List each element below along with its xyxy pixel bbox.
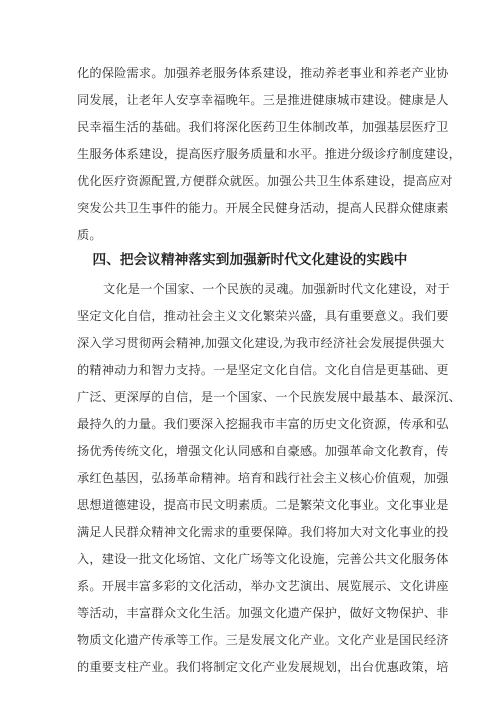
paragraph-line: 承红色基因，弘扬革命精神。培育和践行社会主义核心价值观，加强 xyxy=(77,471,449,485)
paragraph-line: 突发公共卫生事件的能力。开展全民健身活动，提高人民群众健康素 xyxy=(77,201,449,215)
paragraph-line: 同发展，让老年人安享幸福晚年。三是推进健康城市建设。健康是人 xyxy=(77,93,449,107)
paragraph-line: 民幸福生活的基础。我们将深化医药卫生体制改革，加强基层医疗卫 xyxy=(77,120,449,134)
paragraph-line: 满足人民群众精神文化需求的重要保障。我们将加大对文化事业的投 xyxy=(77,525,449,539)
paragraph-line: 等活动，丰富群众文化生活。加强文化遗产保护，做好文物保护、非 xyxy=(77,606,449,620)
paragraph-line: 最持久的力量。我们要深入挖掘我市丰富的历史文化资源，传承和弘 xyxy=(77,417,449,431)
paragraph-line: 质。 xyxy=(77,228,102,242)
paragraph-line: 入，建设一批文化场馆、文化广场等文化设施，完善公共文化服务体 xyxy=(77,552,449,566)
paragraph-line: 坚定文化自信，推动社会主义文化繁荣兴盛，具有重要意义。我们要 xyxy=(77,309,449,323)
paragraph-line: 文化是一个国家、一个民族的灵魂。加强新时代文化建设，对于 xyxy=(103,282,450,296)
paragraph-line: 广泛、更深厚的自信，是一个国家、一个民族发展中最基本、最深沉、 xyxy=(77,390,462,404)
paragraph-line: 的重要支柱产业。我们将制定文化产业发展规划，出台优惠政策，培 xyxy=(77,660,449,674)
paragraph-line: 思想道德建设，提高市民文明素质。二是繁荣文化事业。文化事业是 xyxy=(77,498,449,512)
paragraph-line: 系。开展丰富多彩的文化活动，举办文艺演出、展览展示、文化讲座 xyxy=(77,579,449,593)
paragraph-line: 扬优秀传统文化，增强文化认同感和自豪感。加强革命文化教育，传 xyxy=(77,444,449,458)
paragraph-line: 的精神动力和智力支持。一是坚定文化自信。文化自信是更基础、更 xyxy=(77,363,449,377)
section-heading: 四、把会议精神落实到加强新时代文化建设的实践中 xyxy=(92,252,408,268)
paragraph-line: 物质文化遗产传承等工作。三是发展文化产业。文化产业是国民经济 xyxy=(77,633,449,647)
paragraph-line: 化的保险需求。加强养老服务体系建设，推动养老事业和养老产业协 xyxy=(77,66,449,80)
paragraph-line: 深入学习贯彻两会精神,加强文化建设,为我市经济社会发展提供强大 xyxy=(77,336,445,350)
paragraph-line: 生服务体系建设，提高医疗服务质量和水平。推进分级诊疗制度建设， xyxy=(77,147,462,161)
paragraph-line: 优化医疗资源配置,方便群众就医。加强公共卫生体系建设，提高应对 xyxy=(77,174,453,188)
